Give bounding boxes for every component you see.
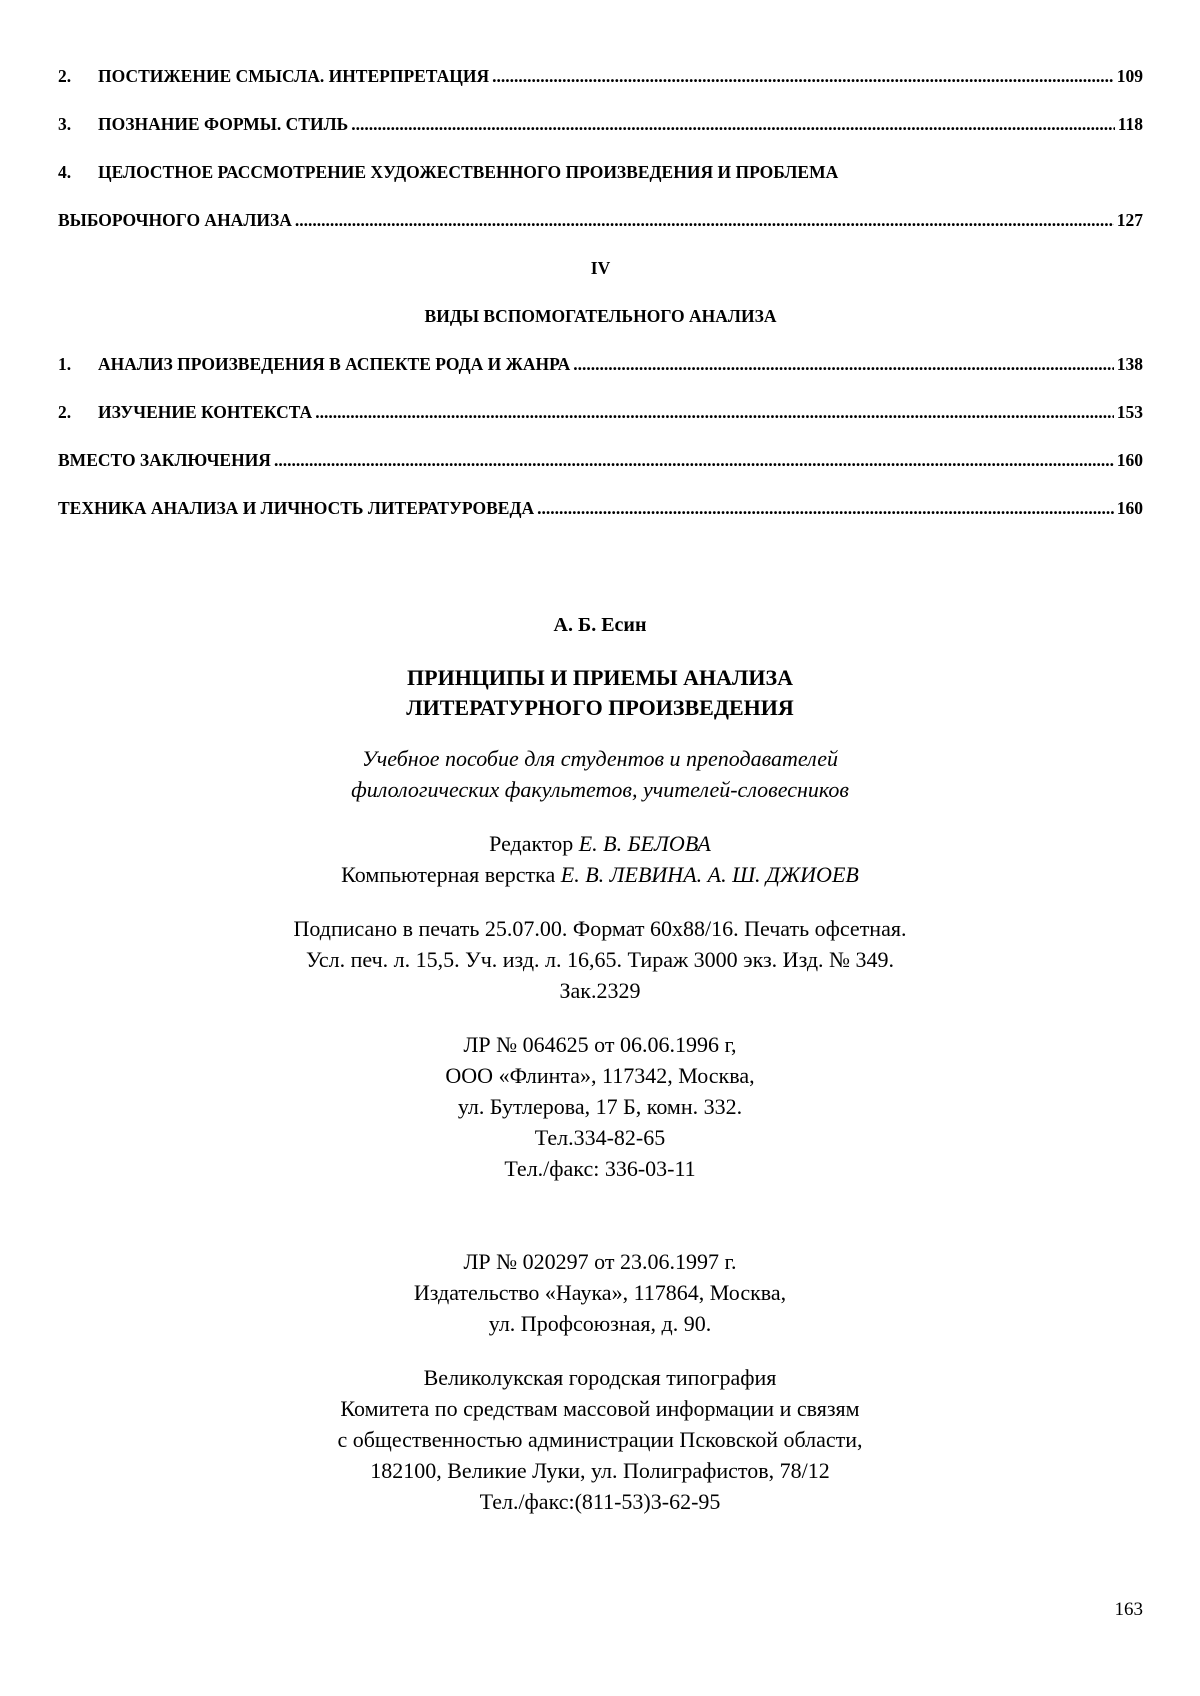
address-line: ООО «Флинта», 117342, Москва, [445,1063,755,1088]
toc-entry[interactable] [58,340,1143,388]
table-of-contents [58,52,1143,532]
publisher-nauka [0,1246,1200,1339]
print-line: Зак.2329 [559,978,641,1003]
print-line: Подписано в печать 25.07.00. Формат 60х88/16. Печать офсетная. [293,916,907,941]
address-line: Тел./факс:(811-53)3-62-95 [479,1489,721,1514]
layout-label: Компьютерная верстка [341,862,556,887]
editor-line [0,828,1200,859]
part-number: IV [590,257,611,278]
toc-entry-title: ПОЗНАНИЕ ФОРМЫ. СТИЛЬ [98,113,349,134]
toc-entry-title: ИЗУЧЕНИЕ КОНТЕКСТА [98,401,313,422]
address-line: Великолукская городская типография [423,1365,777,1390]
layout-line [0,859,1200,890]
toc-entry-title: ПОСТИЖЕНИЕ СМЫСЛА. ИНТЕРПРЕТАЦИЯ [98,65,490,86]
part-title: ВИДЫ ВСПОМОГАТЕЛЬНОГО АНАЛИЗА [424,305,777,326]
printing-house [0,1362,1200,1517]
book-title-line: ПРИНЦИПЫ И ПРИЕМЫ АНАЛИЗА [407,665,793,690]
toc-entry[interactable] [58,388,1143,436]
address-line: ЛР № 064625 от 06.06.1996 г, [463,1032,737,1057]
dot-leader [573,354,1113,374]
print-details [0,913,1200,1006]
toc-entry[interactable] [58,484,1143,532]
page-number: 163 [1114,1599,1143,1620]
toc-entry-page: 109 [1116,65,1143,86]
book-title [0,663,1200,723]
dot-leader [492,66,1114,86]
toc-entry-page: 153 [1116,401,1143,422]
toc-entry-title: ВМЕСТО ЗАКЛЮЧЕНИЯ [58,449,271,470]
toc-entry-number: 4. [58,161,72,182]
toc-entry-number: 3. [58,113,72,134]
toc-entry[interactable] [58,148,1143,196]
subtitle-line: филологических факультетов, учителей-словесников [351,777,849,802]
editor-name: Е. В. БЕЛОВА [578,831,711,856]
toc-entry-title: ВЫБОРОЧНОГО АНАЛИЗА [58,209,292,230]
toc-entry-title: ТЕХНИКА АНАЛИЗА И ЛИЧНОСТЬ ЛИТЕРАТУРОВЕДА [58,497,535,518]
toc-entry-number: 2. [58,401,72,422]
toc-entry[interactable] [58,436,1143,484]
toc-entry-page: 160 [1116,497,1143,518]
book-subtitle [0,743,1200,805]
credits [0,828,1200,890]
book-title-line: ЛИТЕРАТУРНОГО ПРОИЗВЕДЕНИЯ [406,695,794,720]
toc-entry-number: 1. [58,353,72,374]
address-line: ул. Профсоюзная, д. 90. [488,1311,712,1336]
address-line: Комитета по средствам массовой информации и связям [340,1396,860,1421]
toc-entry[interactable] [58,100,1143,148]
address-line: ул. Бутлерова, 17 Б, комн. 332. [457,1094,743,1119]
address-line: Тел./факс: 336-03-11 [504,1156,696,1181]
dot-leader [295,210,1114,230]
address-line: Тел.334-82-65 [534,1125,666,1150]
dot-leader [351,114,1115,134]
editor-label: Редактор [489,831,574,856]
toc-entry-page: 127 [1116,209,1143,230]
toc-entry-number: 2. [58,65,72,86]
toc-entry-page: 118 [1117,113,1143,134]
print-line: Усл. печ. л. 15,5. Уч. изд. л. 16,65. Тираж 3000 экз. Изд. № 349. [305,947,895,972]
dot-leader [274,450,1114,470]
toc-entry-page: 160 [1116,449,1143,470]
address-line: Издательство «Наука», 117864, Москва, [413,1280,787,1305]
publisher-flinta [0,1029,1200,1184]
colophon [0,610,1200,1517]
dot-leader [537,498,1114,518]
author-name: А. Б. Есин [553,614,647,636]
toc-entry[interactable] [58,52,1143,100]
dot-leader [315,402,1114,422]
toc-entry-title: АНАЛИЗ ПРОИЗВЕДЕНИЯ В АСПЕКТЕ РОДА И ЖАНРА [98,353,571,374]
subtitle-line: Учебное пособие для студентов и преподавателей [361,746,839,771]
toc-entry-title: ЦЕЛОСТНОЕ РАССМОТРЕНИЕ ХУДОЖЕСТВЕННОГО ПРОИЗВЕДЕНИЯ И ПРОБЛЕМА [98,161,839,182]
toc-entry[interactable] [58,196,1143,244]
layout-names: Е. В. ЛЕВИНА. А. Ш. ДЖИОЕВ [560,862,859,887]
address-line: ЛР № 020297 от 23.06.1997 г. [463,1249,737,1274]
address-line: 182100, Великие Луки, ул. Полиграфистов, 78/12 [370,1458,830,1483]
toc-entry-page: 138 [1116,353,1143,374]
address-line: с общественностью администрации Псковской области, [337,1427,863,1452]
